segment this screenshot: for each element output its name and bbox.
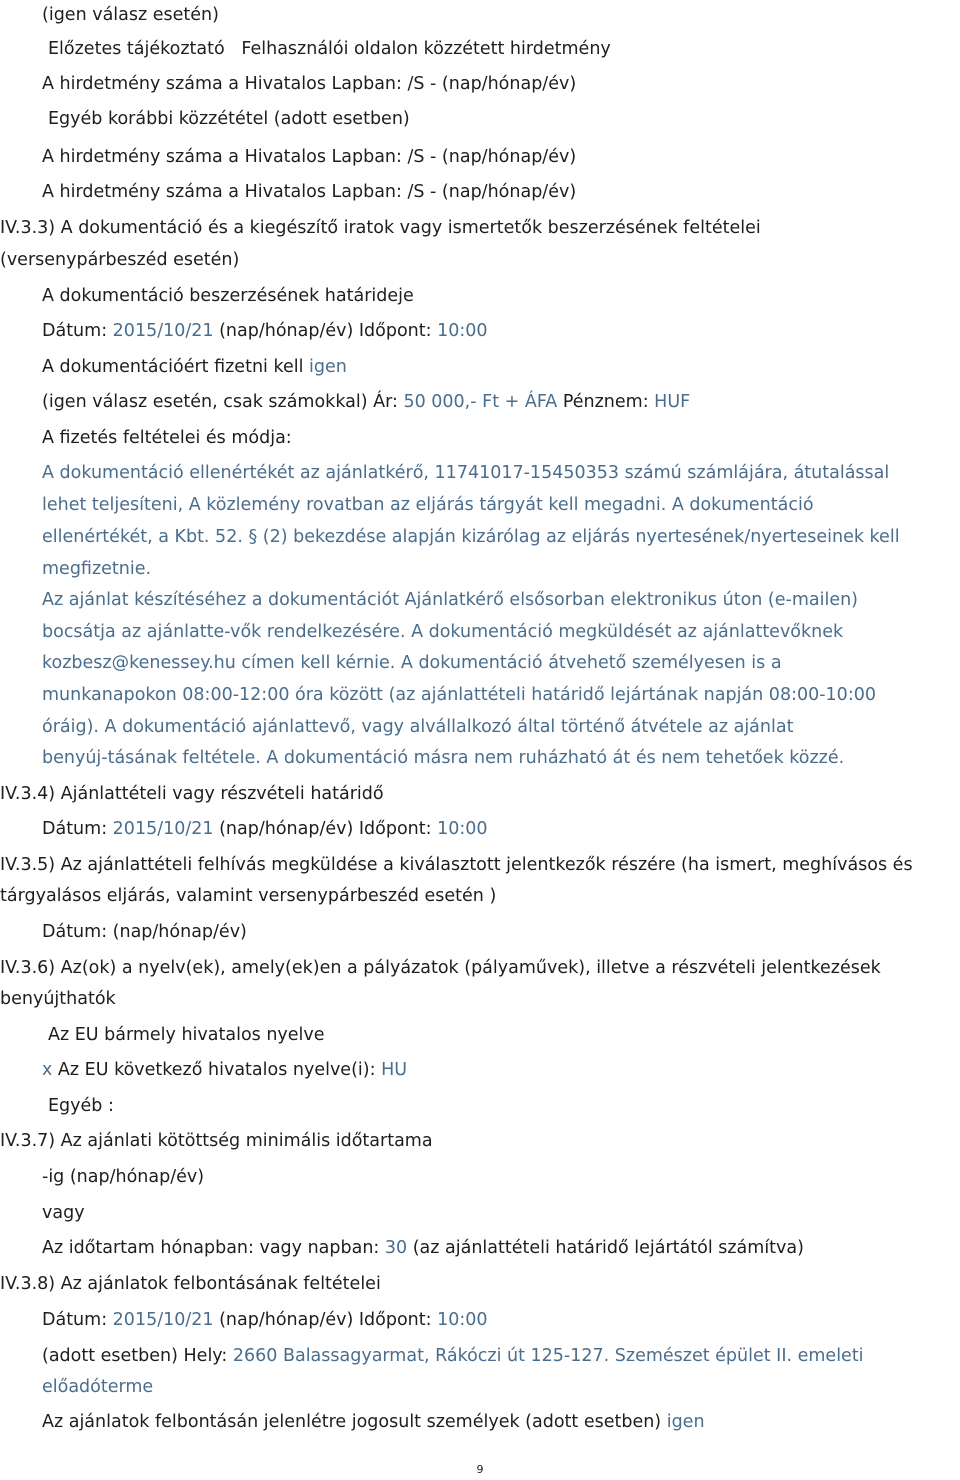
language-option-specific: x Az EU következő hivatalos nyelve(i): HU <box>42 1060 408 1080</box>
language-value: HU <box>381 1060 408 1080</box>
opening-place-line: (adott esetben) Hely: 2660 Balassagyarmat, Rákóczi út 125-127. Szemészet épület II. emeleti <box>42 1346 864 1366</box>
submission-deadline-line: Dátum: 2015/10/21 (nap/hónap/év) Időpont: 10:00 <box>42 819 488 839</box>
deadline-label: A dokumentáció beszerzésének határideje <box>42 286 414 306</box>
prior-info-option: Előzetes tájékoztató <box>48 39 225 59</box>
date-value: 2015/10/21 <box>112 819 214 839</box>
payment-terms-text: bocsátja az ajánlatte-vők rendelkezésére. A dokumentáció megküldését az ajánlattevőknek <box>42 622 844 642</box>
payment-terms-text: óráig). A dokumentáció ajánlattevő, vagy alvállalkozó által történő átvétele az ajánlat <box>42 717 794 737</box>
section-heading-iv-3-7: IV.3.7) Az ajánlati kötöttség minimális időtartama <box>0 1131 433 1151</box>
price-value: 50 000,- Ft + ÁFA <box>403 392 558 412</box>
currency-value: HUF <box>654 392 691 412</box>
place-value-cont: előadóterme <box>42 1377 154 1397</box>
section-heading-iv-3-5: IV.3.5) Az ajánlattételi felhívás megküldése a kiválasztott jelentkezők részére (ha ismert, meghívásos és <box>0 855 913 875</box>
time-value: 10:00 <box>437 819 488 839</box>
answer-note: (igen válasz esetén) <box>42 5 219 25</box>
section-heading-iv-3-3-cont: (versenypárbeszéd esetén) <box>0 250 240 270</box>
price-line: (igen válasz esetén, csak számokkal) Ár: 50 000,- Ft + ÁFA Pénznem: HUF <box>42 392 691 412</box>
section-heading-iv-3-4: IV.3.4) Ajánlattételi vagy részvételi határidő <box>0 784 384 804</box>
oj-number-line: A hirdetmény száma a Hivatalos Lapban: /S - (nap/hónap/év) <box>42 147 577 167</box>
payment-terms-text: benyúj-tásának feltétele. A dokumentáció másra nem ruházható át és nem tehetőek közzé. <box>42 748 845 768</box>
payment-terms-text: ellenértékét, a Kbt. 52. § (2) bekezdése alapján kizárólag az eljárás nyertesének/nyerteseinek kell <box>42 527 900 547</box>
payment-terms-text: munkanapokon 08:00-12:00 óra között (az ajánlattételi határidő lejártának napján 08:00-10:00 <box>42 685 876 705</box>
binding-duration-line: Az időtartam hónapban: vagy napban: 30 (az ajánlattételi határidő lejártától számítva) <box>42 1238 804 1258</box>
binding-until-line: -ig (nap/hónap/év) <box>42 1167 205 1187</box>
page-number: 9 <box>476 1463 484 1476</box>
selected-mark: x <box>42 1060 53 1080</box>
payment-terms-text: megfizetnie. <box>42 559 152 579</box>
time-value: 10:00 <box>437 1310 488 1330</box>
date-value: 2015/10/21 <box>112 1310 214 1330</box>
section-heading-iv-3-3: IV.3.3) A dokumentáció és a kiegészítő iratok vagy ismertetők beszerzésének feltételei <box>0 218 761 238</box>
payment-terms-text: A dokumentáció ellenértékét az ajánlatkérő, 11741017-15450353 számú számlájára, átutalással <box>42 463 890 483</box>
payment-terms-text: Az ajánlat készítéséhez a dokumentációt Ajánlatkérő elsősorban elektronikus úton (e-mailen) <box>42 590 859 610</box>
other-publication-line: Egyéb korábbi közzététel (adott esetben) <box>48 109 410 129</box>
duration-value: 30 <box>384 1238 408 1258</box>
section-heading-iv-3-5-cont: tárgyalásos eljárás, valamint versenypárbeszéd esetén ) <box>0 886 497 906</box>
section-heading-iv-3-6-cont: benyújthatók <box>0 989 116 1009</box>
payment-required-line: A dokumentációért fizetni kell igen <box>42 357 347 377</box>
language-option-any: Az EU bármely hivatalos nyelve <box>48 1025 325 1045</box>
payment-required-value: igen <box>309 357 347 377</box>
time-value: 10:00 <box>437 321 488 341</box>
or-text: vagy <box>42 1203 85 1223</box>
section-heading-iv-3-6: IV.3.6) Az(ok) a nyelv(ek), amely(ek)en a pályázatok (pályaművek), illetve a részvételi jelentkezések <box>0 958 881 978</box>
language-option-other: Egyéb : <box>48 1096 114 1116</box>
date-value: 2015/10/21 <box>112 321 214 341</box>
section-heading-iv-3-8: IV.3.8) Az ajánlatok felbontásának feltételei <box>0 1274 381 1294</box>
opening-date-line: Dátum: 2015/10/21 (nap/hónap/év) Időpont: 10:00 <box>42 1310 488 1330</box>
payment-terms-text: lehet teljesíteni, A közlemény rovatban az eljárás tárgyát kell megadni. A dokumentáció <box>42 495 814 515</box>
payment-terms-label: A fizetés feltételei és módja: <box>42 428 292 448</box>
attendance-line: Az ajánlatok felbontásán jelenlétre jogosult személyek (adott esetben) igen <box>42 1412 705 1432</box>
notice-type-line <box>48 38 611 60</box>
attendance-value: igen <box>666 1412 705 1432</box>
payment-terms-text: kozbesz@kenessey.hu címen kell kérnie. A dokumentáció átvehető személyesen is a <box>42 653 782 673</box>
oj-number-line: A hirdetmény száma a Hivatalos Lapban: /S - (nap/hónap/év) <box>42 74 577 94</box>
oj-number-line: A hirdetmény száma a Hivatalos Lapban: /S - (nap/hónap/év) <box>42 182 577 202</box>
invitation-date-line: Dátum: (nap/hónap/év) <box>42 922 247 942</box>
place-value: 2660 Balassagyarmat, Rákóczi út 125-127. Szemészet épület II. emeleti <box>232 1346 864 1366</box>
doc-deadline-date-line: Dátum: 2015/10/21 (nap/hónap/év) Időpont: 10:00 <box>42 321 488 341</box>
buyer-profile-option: Felhasználói oldalon közzétett hirdetmény <box>241 39 611 59</box>
